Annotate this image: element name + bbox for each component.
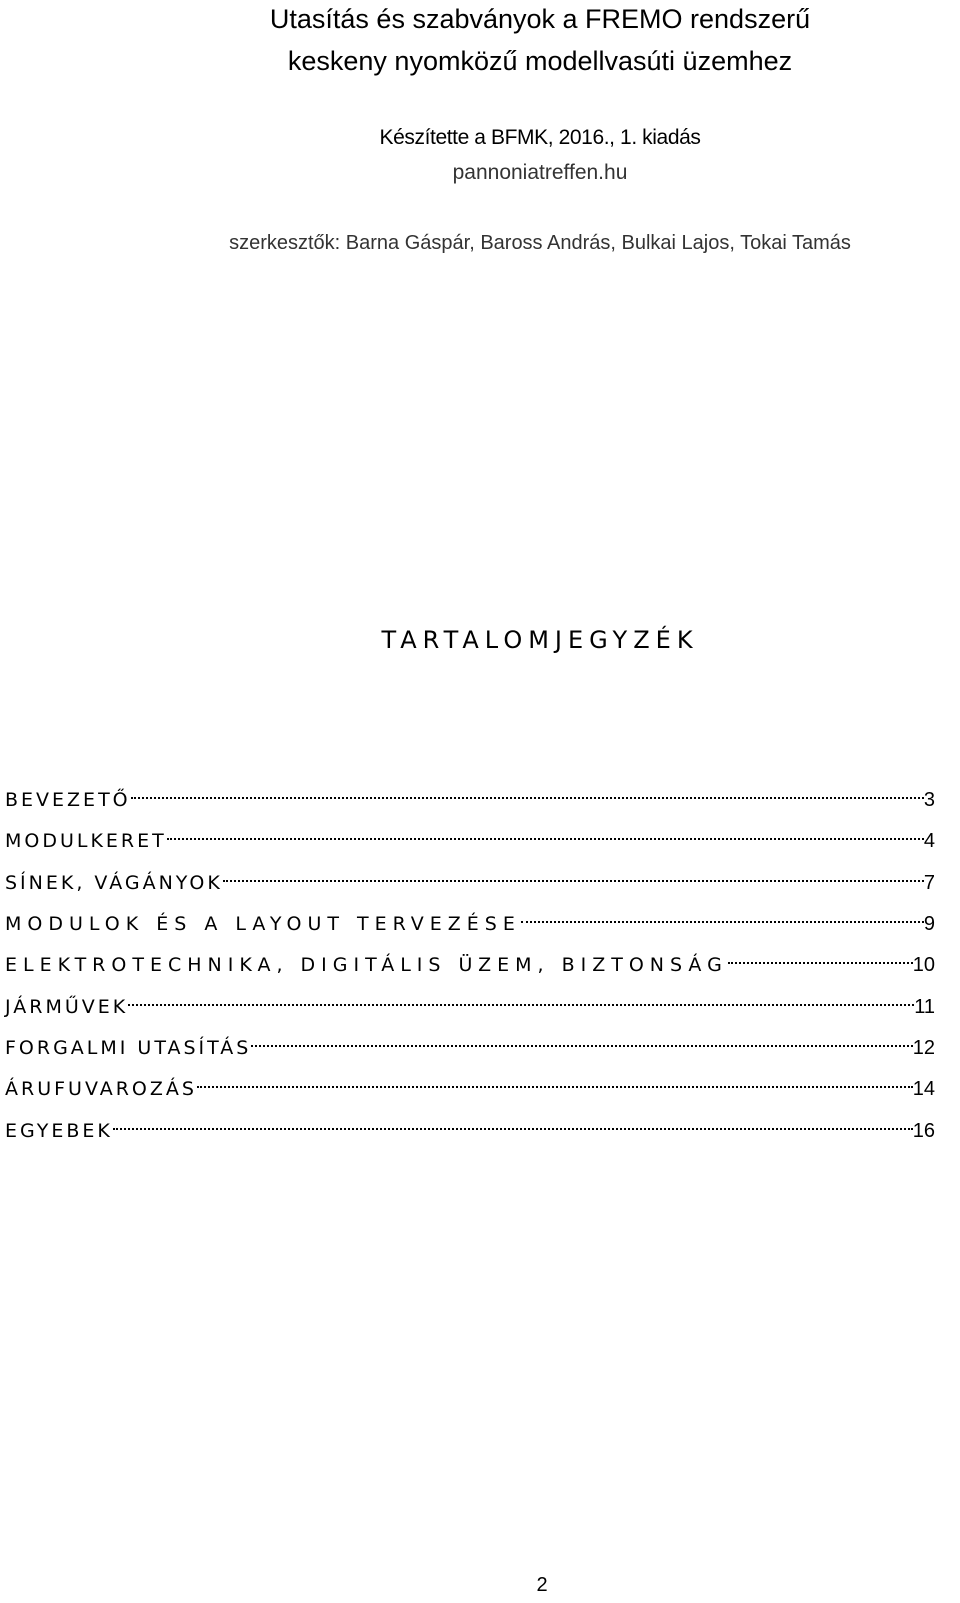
toc-heading: TARTALOMJEGYZÉK bbox=[381, 626, 699, 654]
toc-entry-title: EGYEBEK bbox=[5, 1120, 113, 1142]
toc-entry-title: FORGALMI UTASÍTÁS bbox=[5, 1037, 252, 1059]
toc-entry-title: MODULOK ÉS A LAYOUT TERVEZÉSE bbox=[5, 913, 521, 935]
toc-entry-page: 12 bbox=[912, 1037, 935, 1059]
toc-entry-title: ÁRUFUVAROZÁS bbox=[5, 1078, 197, 1100]
toc-entry-page: 10 bbox=[912, 954, 935, 976]
edition-info: Készítette a BFMK, 2016., 1. kiadás bbox=[379, 126, 701, 149]
toc-entry-modulok-layout bbox=[5, 902, 935, 935]
toc-entry-title: JÁRMŰVEK bbox=[5, 996, 129, 1018]
toc-entry-arufuvarozas bbox=[5, 1067, 935, 1100]
editors-line: szerkesztők: Barna Gáspár, Baross András, Bulkai Lajos, Tokai Tamás bbox=[229, 232, 851, 254]
document-title-line-2: keskeny nyomközű modellvasúti üzemhez bbox=[287, 46, 793, 76]
toc-entry-page: 3 bbox=[923, 789, 935, 811]
toc-entry-elektrotechnika bbox=[5, 943, 935, 976]
toc-entry-modulkeret bbox=[5, 819, 935, 852]
toc-dot-leader bbox=[728, 943, 913, 971]
toc-entry-page: 16 bbox=[912, 1120, 935, 1142]
toc-entry-title: BEVEZETŐ bbox=[5, 789, 131, 811]
page-number: 2 bbox=[536, 1574, 548, 1596]
toc-entry-title: ELEKTROTECHNIKA, DIGITÁLIS ÜZEM, BIZTONSÁG bbox=[5, 954, 728, 976]
toc-entry-sinek-vaganyok bbox=[5, 861, 935, 894]
toc-entry-page: 14 bbox=[912, 1078, 935, 1100]
toc-entry-egyebek bbox=[5, 1109, 935, 1142]
toc-dot-leader bbox=[251, 1026, 912, 1054]
toc-dot-leader bbox=[223, 861, 924, 889]
toc-entry-page: 11 bbox=[914, 996, 935, 1018]
toc-dot-leader bbox=[521, 902, 924, 930]
toc-dot-leader bbox=[113, 1109, 913, 1137]
toc-entry-page: 9 bbox=[923, 913, 935, 935]
toc-dot-leader bbox=[131, 778, 924, 806]
toc-entry-forgalmi-utasitas bbox=[5, 1026, 935, 1059]
toc-dot-leader bbox=[197, 1067, 913, 1095]
toc-entry-jarmuvek bbox=[5, 985, 935, 1018]
toc-dot-leader bbox=[128, 985, 914, 1013]
website-text: pannoniatreffen.hu bbox=[452, 161, 628, 184]
document-title-line-1: Utasítás és szabványok a FREMO rendszerű bbox=[269, 4, 811, 34]
toc-entry-page: 4 bbox=[923, 830, 935, 852]
toc-entry-bevezeto bbox=[5, 778, 935, 811]
toc-entry-page: 7 bbox=[923, 872, 935, 894]
toc-entry-title: MODULKERET bbox=[5, 830, 167, 852]
toc-entry-title: SÍNEK, VÁGÁNYOK bbox=[5, 872, 223, 894]
toc-dot-leader bbox=[167, 819, 924, 847]
